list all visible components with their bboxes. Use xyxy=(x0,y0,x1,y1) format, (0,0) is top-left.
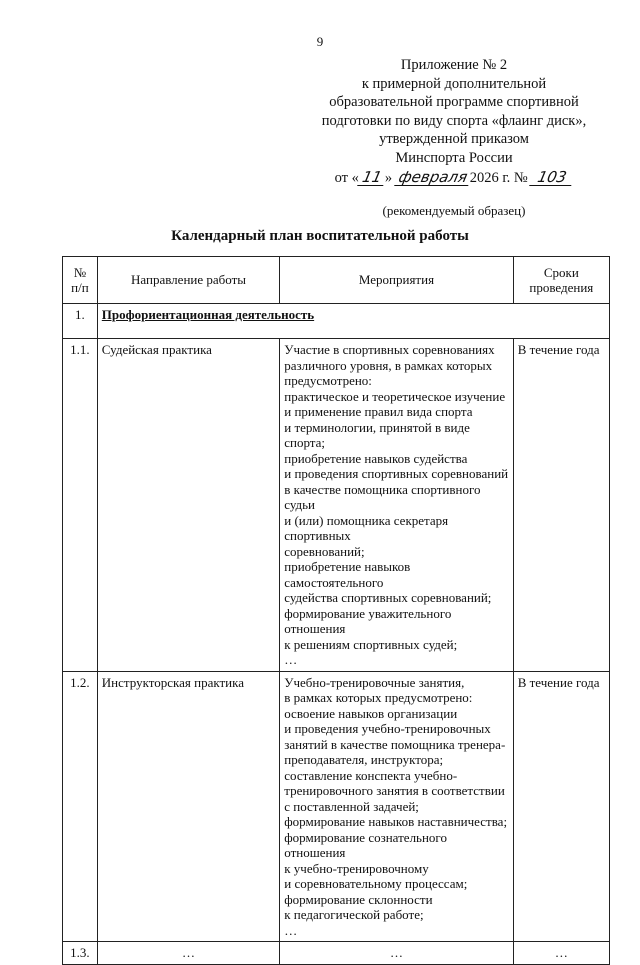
order-date-line xyxy=(304,169,604,188)
event-line: и соревновательному процессам; xyxy=(284,876,468,891)
event-line: формирование сознательного отношения xyxy=(284,829,447,860)
event-line: и (или) помощника секретаря спортивных xyxy=(284,512,449,543)
event-line: освоение навыков организации xyxy=(284,705,458,721)
appendix-line: Приложение № 2 xyxy=(400,57,508,73)
appendix-line: утвержденной приказом xyxy=(379,131,529,147)
event-line: и проведения учебно-тренировочных xyxy=(284,721,491,736)
row-num: 1.3. xyxy=(63,942,98,965)
row-terms: … xyxy=(513,942,609,965)
row-events: … xyxy=(280,942,513,965)
event-line: преподавателя, инструктора; xyxy=(284,752,444,767)
table-row xyxy=(63,942,610,965)
section-num: 1. xyxy=(63,304,98,339)
document-title: Календарный план воспитательной работы xyxy=(171,228,469,244)
header-direction: Направление работы xyxy=(97,257,279,304)
event-line: к учебно-тренировочному xyxy=(284,860,429,876)
row-direction: Инструкторская практика xyxy=(97,671,279,942)
event-line: и проведения спортивных соревнований xyxy=(284,466,509,481)
row-events xyxy=(280,339,513,672)
event-line: с поставленной задачей; xyxy=(284,798,419,814)
row-direction: … xyxy=(97,942,279,965)
event-line: соревнований; xyxy=(284,543,365,559)
header-terms: Сроки проведения xyxy=(513,257,609,304)
event-line: тренировочного занятия в соответствии xyxy=(284,783,505,798)
header-events: Мероприятия xyxy=(280,257,513,304)
event-line: составление конспекта учебно- xyxy=(284,767,458,783)
section-row xyxy=(63,304,610,339)
row-terms: В течение года xyxy=(513,339,609,672)
page-number: 9 xyxy=(316,34,324,49)
event-line: к решениям спортивных судей; xyxy=(284,636,458,652)
date-year: 2026 г. № xyxy=(469,170,528,186)
table-row xyxy=(63,671,610,942)
appendix-line: образовательной программе спортивной xyxy=(329,94,579,110)
row-num: 1.2. xyxy=(63,671,98,942)
event-line: формирование навыков наставничества; xyxy=(284,814,508,829)
event-line: и применение правил вида спорта xyxy=(284,404,473,419)
row-events xyxy=(280,671,513,942)
event-line: … xyxy=(284,922,298,938)
appendix-block xyxy=(304,56,604,220)
event-line: формирование склонности xyxy=(284,891,433,907)
event-line: различного уровня, в рамках которых xyxy=(284,357,493,373)
event-line: приобретение навыков судейства xyxy=(284,450,468,466)
event-line: занятий в качестве помощника тренера- xyxy=(284,736,506,752)
date-mid: » xyxy=(384,170,393,186)
appendix-line: Минспорта России xyxy=(395,149,513,166)
section-title: Профориентационная деятельность xyxy=(97,304,609,339)
plan-table xyxy=(62,256,610,965)
table-header-row xyxy=(63,257,610,304)
event-line: … xyxy=(284,652,298,667)
event-line: Учебно-тренировочные занятия, xyxy=(284,674,465,690)
handwritten-day: 11 xyxy=(357,169,387,186)
event-line: приобретение навыков самостоятельного xyxy=(284,559,411,590)
appendix-line: подготовки по виду спорта «флаинг диск», xyxy=(321,112,587,129)
event-line: и терминологии, принятой в виде спорта; xyxy=(284,419,470,450)
event-line: формирование уважительного отношения xyxy=(284,605,452,636)
date-prefix: от « xyxy=(334,170,359,186)
header-num: № п/п xyxy=(63,257,98,304)
row-num: 1.1. xyxy=(63,339,98,672)
appendix-line: к примерной дополнительной xyxy=(361,75,547,92)
table-row xyxy=(63,339,610,672)
row-direction: Судейская практика xyxy=(97,339,279,672)
sample-note: (рекомендуемый образец) xyxy=(382,202,526,218)
event-line: к педагогической работе; xyxy=(284,907,424,922)
event-line: практическое и теоретическое изучение xyxy=(284,388,506,404)
handwritten-month: февраля xyxy=(394,169,472,186)
event-line: в рамках которых предусмотрено: xyxy=(284,690,473,705)
row-terms: В течение года xyxy=(513,671,609,942)
event-line: предусмотрено: xyxy=(284,373,372,388)
event-line: Участие в спортивных соревнованиях xyxy=(284,342,495,357)
handwritten-order-number: 103 xyxy=(530,169,576,186)
event-line: в качестве помощника спортивного судьи xyxy=(284,481,481,512)
event-line: судейства спортивных соревнований; xyxy=(284,590,492,605)
